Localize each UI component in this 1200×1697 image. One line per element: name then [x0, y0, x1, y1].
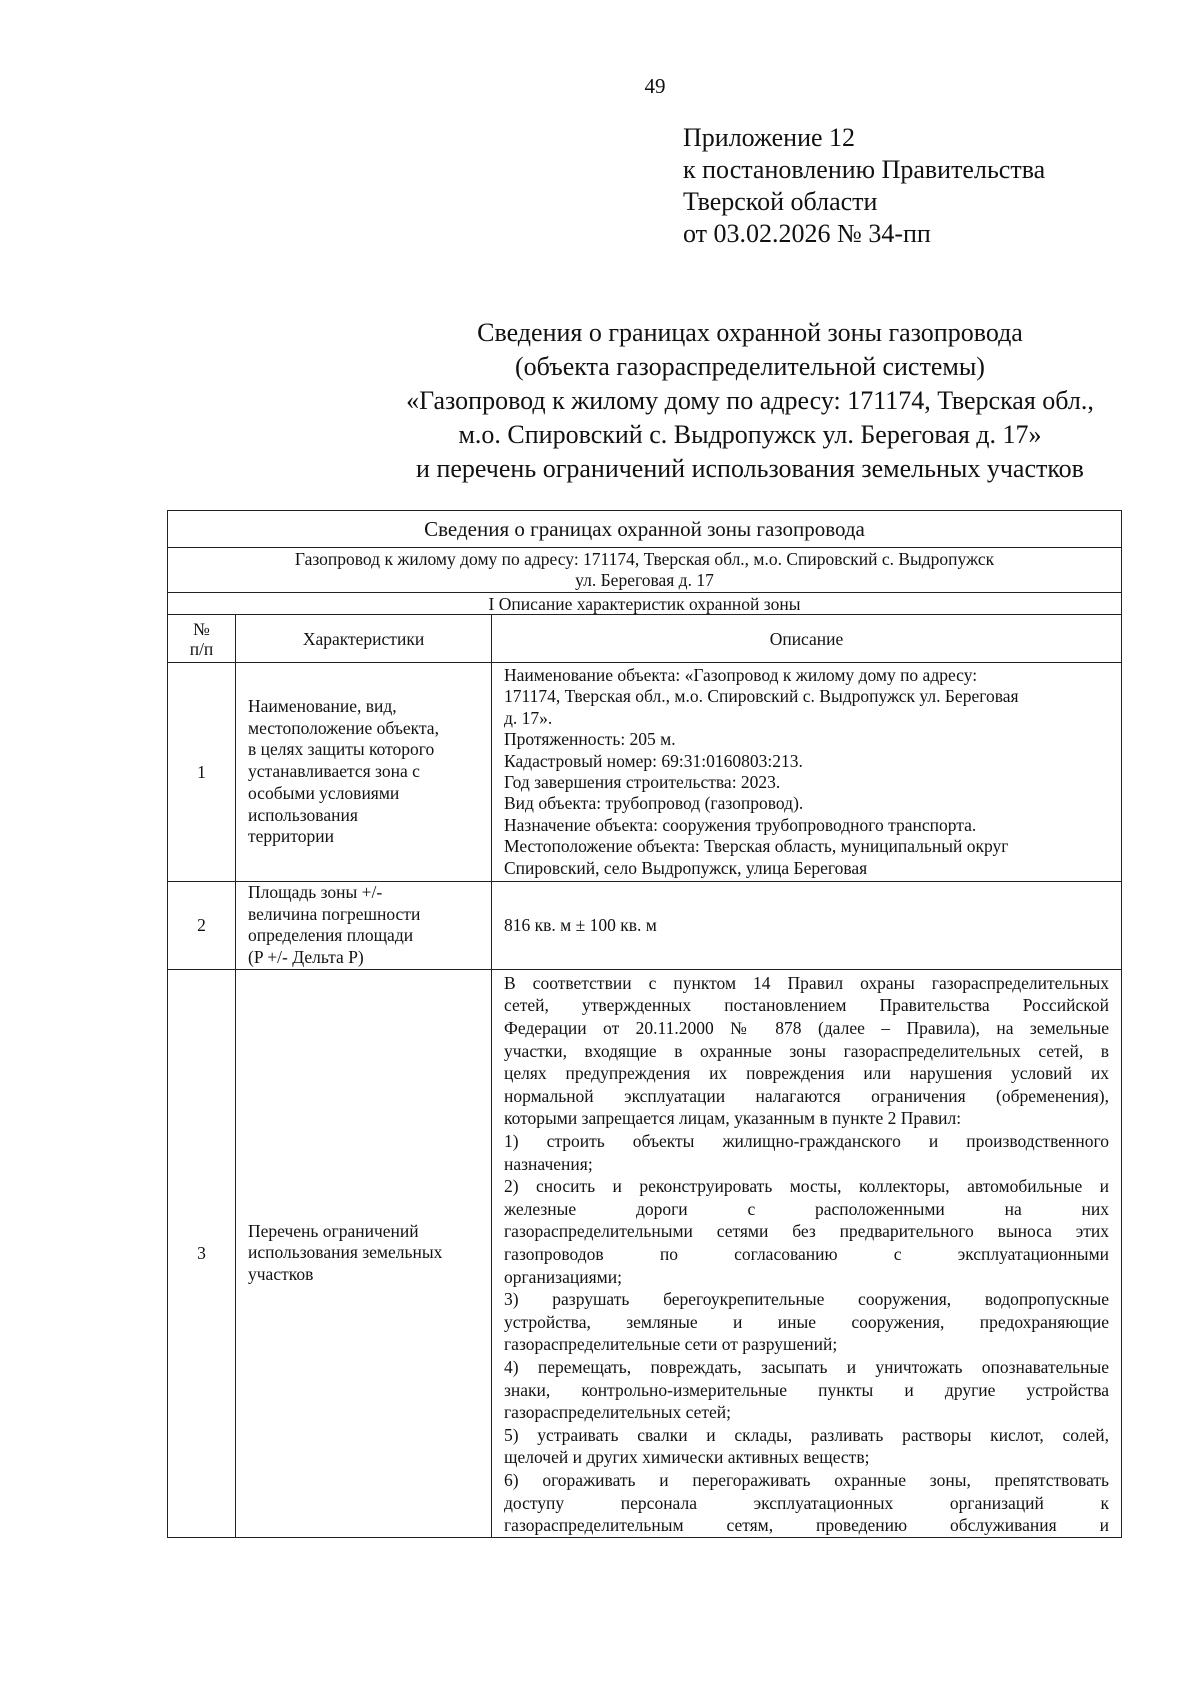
characteristic-line: устанавливается зона с — [248, 761, 420, 782]
characteristic-line: использования — [248, 804, 358, 825]
description-line: знаки, контрольно-измерительные пункты и другие устройства — [504, 1379, 1110, 1400]
row-number: 1 — [168, 663, 236, 882]
description-line: газопроводов по согласованию с эксплуатационными — [504, 1244, 1110, 1264]
description-line: которыми запрещается лицам, указанным в пункте 2 Правил: — [504, 1108, 962, 1129]
characteristic-line: участков — [248, 1264, 314, 1285]
row-characteristic — [236, 882, 492, 970]
description-line: Спировский, село Выдропужск, улица Береговая — [504, 857, 868, 878]
description-line: Вид объекта: трубопровод (газопровод). — [504, 793, 804, 814]
description-line: газораспределительным сетям, проведению обслуживания и — [504, 1515, 1110, 1536]
page-number: 49 — [644, 74, 666, 98]
description-line: Протяженность: 205 м. — [504, 729, 676, 750]
description-line: назначения; — [504, 1153, 593, 1174]
column-header-characteristics: Характеристики — [236, 615, 492, 663]
appendix-block — [683, 122, 1045, 250]
description-line: 6) огораживать и перегораживать охранные зоны, препятствовать — [504, 1469, 1110, 1490]
description-line: д. 17». — [504, 707, 553, 728]
description-line: доступу персонала эксплуатационных организаций к — [504, 1492, 1110, 1513]
description-line: целях предупреждения их повреждения или нарушения условий их — [504, 1063, 1110, 1084]
characteristic-line: величина погрешности — [248, 903, 421, 924]
description-line: Федерации от 20.11.2000 № 878 (далее – Правила), на земельные — [504, 1018, 1110, 1039]
description-line: Кадастровый номер: 69:31:0160803:213. — [504, 750, 803, 771]
appendix-line: от 03.02.2026 № 34-пп — [683, 219, 931, 248]
appendix-line: к постановлению Правительства — [683, 155, 1046, 184]
description-line: В соответствии с пунктом 14 Правил охраны газораспределительных — [504, 972, 1110, 993]
row-number: 3 — [168, 969, 236, 1537]
description-line: 2) сносить и реконструировать мосты, коллекторы, автомобильные и — [504, 1176, 1110, 1197]
characteristic-line: в целях защиты которого — [248, 739, 435, 760]
characteristic-line: (P +/- Дельта P) — [248, 947, 364, 968]
table-main-header: Сведения о границах охранной зоны газопровода — [168, 511, 1122, 548]
characteristic-line: использования земельных — [248, 1242, 443, 1263]
description-line: Год завершения строительства: 2023. — [504, 772, 781, 793]
protection-zone-table — [167, 510, 1122, 1538]
title-line: «Газопровод к жилому дому по адресу: 171174, Тверская обл., — [406, 386, 1094, 415]
description-line: 171174, Тверская обл., м.о. Спировский с. Выдропужск ул. Береговая — [504, 686, 1019, 707]
table-object-header — [168, 548, 1122, 593]
title-line: Сведения о границах охранной зоны газопровода — [477, 318, 1023, 347]
description-line: железные дороги с расположенными на них — [504, 1198, 1110, 1219]
characteristic-line: Перечень ограничений — [248, 1220, 419, 1241]
description-line: 5) устраивать свалки и склады, разливать растворы кислот, солей, — [504, 1424, 1110, 1445]
row-description: 816 кв. м ± 100 кв. м — [492, 882, 1122, 970]
description-line: Местоположение объекта: Тверская область, муниципальный округ — [504, 836, 1009, 857]
description-line: Наименование объекта: «Газопровод к жилому дому по адресу: — [504, 665, 978, 685]
description-line: газораспределительных сетей; — [504, 1402, 731, 1423]
description-line: нормальной эксплуатации налагаются ограничения (обременения), — [504, 1085, 1110, 1106]
description-line: 4) перемещать, повреждать, засыпать и уничтожать опознавательные — [504, 1356, 1110, 1377]
title-line: м.о. Спировский с. Выдропужск ул. Береговая д. 17» — [458, 420, 1042, 449]
document-title — [170, 316, 1200, 486]
column-header-number — [168, 615, 236, 663]
characteristic-line: определения площади — [248, 925, 414, 946]
object-header-line: ул. Береговая д. 17 — [575, 570, 714, 590]
description-line: газораспределительными сетями без предварительного выноса этих — [504, 1221, 1110, 1242]
description-line: Назначение объекта: сооружения трубопроводного транспорта. — [504, 814, 977, 835]
description-line: устройства, земляные и иные сооружения, предохраняющие — [504, 1311, 1110, 1332]
column-header-number-line: № — [193, 618, 210, 639]
column-header-number-line: п/п — [189, 638, 214, 659]
table-row — [168, 969, 1122, 1537]
row-characteristic — [236, 969, 492, 1537]
title-line: (объекта газораспределительной системы) — [515, 352, 985, 381]
description-line: сетей, утвержденных постановлением Правительства Российской — [504, 995, 1110, 1016]
characteristic-line: Наименование, вид, — [248, 696, 397, 717]
table-row — [168, 882, 1122, 970]
description-line: щелочей и других химически активных веществ; — [504, 1447, 870, 1468]
description-line: газораспределительные сети от разрушений; — [504, 1334, 838, 1355]
characteristic-line: территории — [248, 826, 334, 847]
characteristic-line: Площадь зоны +/- — [248, 882, 383, 903]
section-title: I Описание характеристик охранной зоны — [168, 593, 1122, 615]
characteristic-line: местоположение объекта, — [248, 717, 439, 738]
appendix-line: Тверской области — [683, 187, 878, 216]
characteristic-line: особыми условиями — [248, 782, 400, 803]
row-number: 2 — [168, 882, 236, 970]
description-line: 1) строить объекты жилищно-гражданского и производственного — [504, 1131, 1110, 1152]
table-row — [168, 663, 1122, 882]
title-line: и перечень ограничений использования земельных участков — [416, 454, 1084, 483]
column-header-description: Описание — [492, 615, 1122, 663]
appendix-line: Приложение 12 — [683, 123, 856, 152]
description-line: организациями; — [504, 1266, 622, 1287]
row-description — [492, 969, 1122, 1537]
object-header-line: Газопровод к жилому дому по адресу: 171174, Тверская обл., м.о. Спировский с. Выдропужск — [294, 549, 995, 569]
row-characteristic — [236, 663, 492, 882]
description-line: 3) разрушать берегоукрепительные сооружения, водопропускные — [504, 1289, 1110, 1310]
row-description — [492, 663, 1122, 882]
description-line: участки, входящие в охранные зоны газораспределительных сетей, в — [504, 1040, 1110, 1061]
